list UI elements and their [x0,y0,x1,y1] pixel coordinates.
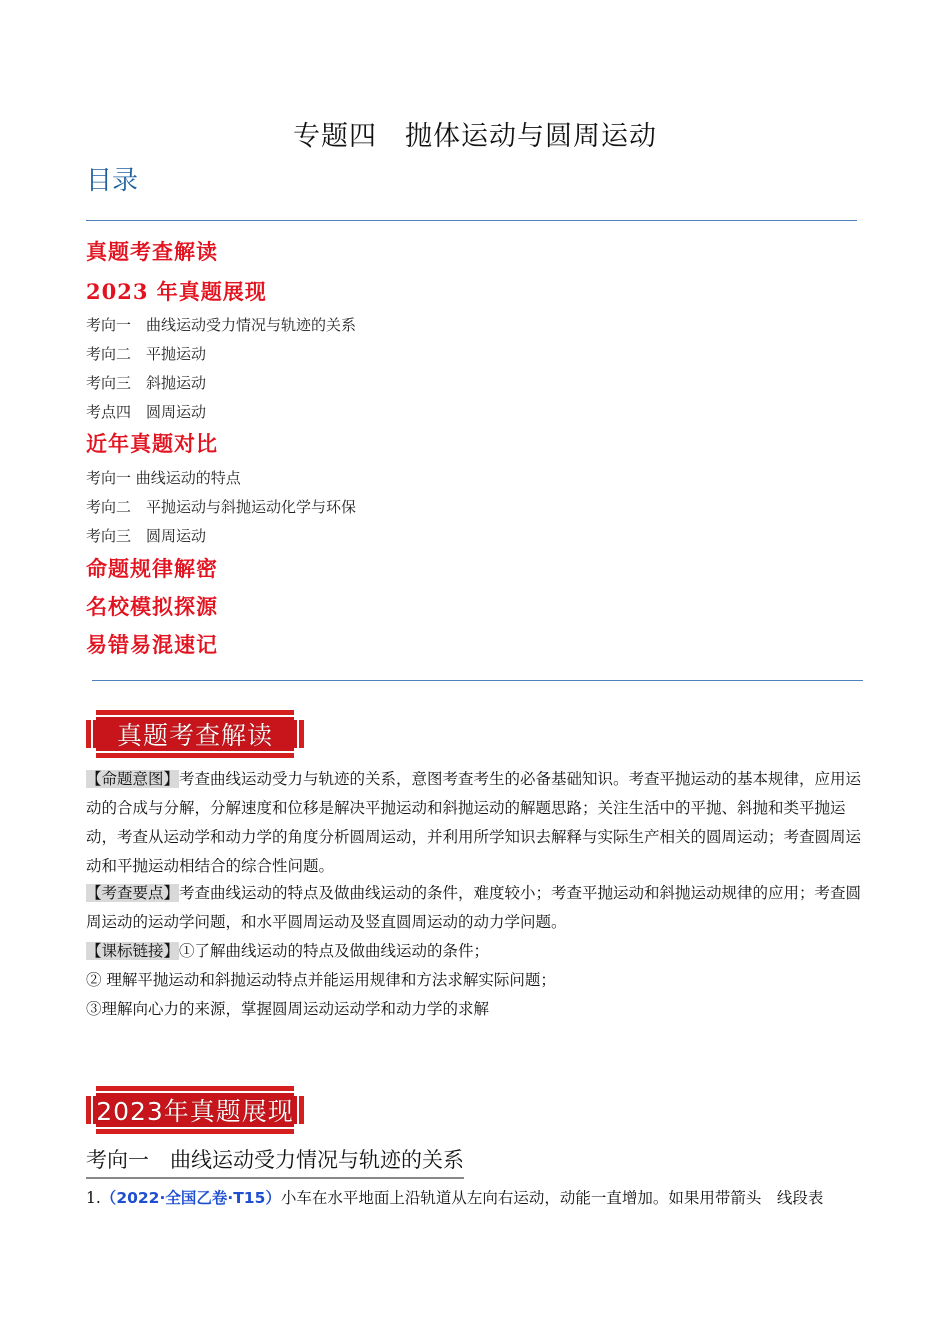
link-item-1: ①了解曲线运动的特点及做曲线运动的条件； [179,942,490,960]
points-text: 考查曲线运动的特点及做曲线运动的条件，难度较小；考查平抛运动和斜抛运动规律的应用；考查圆周运动的运动学问题，和水平圆周运动及竖直圆周运动的动力学问题。 [86,884,862,931]
document-title: 专题四 抛体运动与圆周运动 [293,121,657,152]
toc-link-jinnian-duibi[interactable]: 近年真题对比 [86,431,218,456]
banner-corner-ornament [294,1124,304,1134]
intent-tag: 【命题意图】 [86,770,180,788]
banner-corner-ornament [86,748,96,758]
banner-corner-ornament [86,1124,96,1134]
banner-title: 2023年真题展现 [96,1097,294,1126]
link-tag: 【课标链接】 [86,942,180,960]
banner-corner-ornament [294,1086,304,1096]
toc-item-xiang2[interactable]: 考向二 平抛运动 [86,345,207,363]
toc-item-jn-xiang2[interactable]: 考向二 平抛运动与斜抛运动化学与环保 [86,498,357,516]
toc-label: 目录 [86,166,139,196]
banner-zhenti-jiedu [86,710,304,758]
question-number: 1. [86,1189,101,1207]
banner-corner-ornament [86,710,96,720]
question-source-open: （ [100,1189,117,1207]
banner-title: 真题考查解读 [116,721,273,750]
question-text: 小车在水平地面上沿轨道从左向右运动，动能一直增加。如果用带箭头 线段表 [280,1189,824,1207]
toc-item-xiang1[interactable]: 考向一 曲线运动受力情况与轨迹的关系 [86,316,357,334]
toc-link-zhenti-jiedu[interactable]: 真题考查解读 [86,239,218,264]
banner-corner-ornament [294,710,304,720]
question-source-close: ） [265,1189,281,1207]
toc-top-divider [86,220,857,221]
link-item-2: ② 理解平抛运动和斜抛运动特点并能运用规律和方法求解实际问题； [86,971,556,989]
link-item-3: ③理解向心力的来源，掌握圆周运动运动学和动力学的求解 [86,1000,490,1018]
intent-paragraph [86,765,866,881]
toc-item-xiang3[interactable]: 考向三 斜抛运动 [86,374,207,392]
points-paragraph [86,879,866,937]
toc-link-2023-zhanxian[interactable]: 2023 年真题展现 [86,279,267,304]
toc-link-guilv-jiemi[interactable]: 命题规律解密 [86,556,218,581]
points-tag: 【考查要点】 [86,884,180,902]
banner-corner-ornament [294,748,304,758]
toc-link-yicuo-suji[interactable]: 易错易混速记 [86,632,218,657]
banner-corner-ornament [86,1086,96,1096]
toc-bottom-divider [92,680,863,681]
toc-item-jn-xiang1[interactable]: 考向一 曲线运动的特点 [86,469,241,487]
banner-2023-zhanxian [86,1086,304,1134]
link-paragraph [86,937,866,966]
toc-item-dian4[interactable]: 考点四 圆周运动 [86,403,207,421]
question-source: 2022·全国乙卷·T15 [116,1189,266,1207]
toc-link-mingxiao-moni[interactable]: 名校模拟探源 [86,594,218,619]
toc-item-jn-xiang3[interactable]: 考向三 圆周运动 [86,527,207,545]
intent-text: 考查曲线运动受力与轨迹的关系，意图考查考生的必备基础知识。考查平抛运动的基本规律，应用运动的合成与分解，分解速度和位移是解决平抛运动和斜抛运动的解题思路；关注生活中的平抛、斜抛和类平抛运动，考查从运动学和动力学的角度分析圆周运动，并利用所学知识去解释与实际生产相关的圆周运动；考查圆周运动和平抛运动相结合的综合性问题。 [86,770,862,875]
question-1 [86,1186,823,1208]
section-heading: 考向一 曲线运动受力情况与轨迹的关系 [86,1144,464,1179]
